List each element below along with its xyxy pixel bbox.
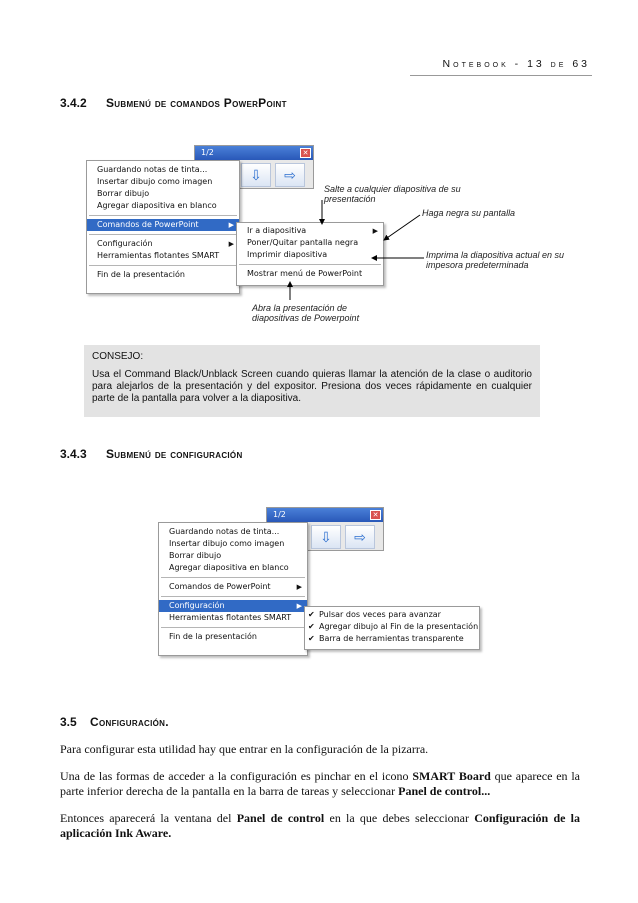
- section-number: 3.4.3: [60, 447, 87, 461]
- tip-body: Usa el Command Black/Unblack Screen cuando quieras llamar la atención de la clase o auditorio para alejarlos de la presentación y del expositor. Presiona dos veces rápidamente en cualquier parte de la pantalla para volver a la diapositiva.: [92, 369, 532, 404]
- menu-separator: [161, 627, 305, 628]
- tip-title: CONSEJO:: [92, 351, 144, 362]
- menu-item-erase-drawing[interactable]: Borrar dibujo: [169, 551, 222, 560]
- paragraph-3: [60, 811, 580, 841]
- section-title: Submenú de configuración: [106, 447, 243, 461]
- check-icon: ✔: [308, 610, 315, 619]
- menu-item-save-ink[interactable]: Guardando notas de tinta...: [97, 165, 208, 174]
- paragraph-1: Para configurar esta utilidad hay que entrar en la configuración de la pizarra.: [60, 742, 429, 756]
- page-header: Notebook - 13 de 63: [442, 58, 590, 70]
- toolbar-title: 1/2: [267, 508, 383, 522]
- menu-item-label: Agregar dibujo al Fin de la presentación: [319, 622, 479, 631]
- section-number: 3.5: [60, 715, 77, 729]
- note-black: Haga negra su pantalla: [422, 208, 516, 218]
- control-panel-term: Panel de control: [236, 811, 325, 825]
- next-arrow-icon[interactable]: ⇨: [345, 525, 375, 549]
- menu-item-add-blank-slide[interactable]: Agregar diapositiva en blanco: [169, 563, 289, 572]
- menu-item-add-blank-slide[interactable]: Agregar diapositiva en blanco: [97, 201, 217, 210]
- paragraph-text: que aparece en la parte inferior derecha de la pantalla en la barra de tareas y seleccionar: [60, 769, 580, 798]
- close-icon[interactable]: ✕: [300, 148, 311, 158]
- submenu-item-black-screen[interactable]: Poner/Quitar pantalla negra: [247, 238, 359, 247]
- note-goto: Salte a cualquier diapositiva de su presentación: [324, 184, 461, 204]
- submenu-item-transparent-toolbar[interactable]: [305, 633, 479, 645]
- toolbar-title: 1/2: [195, 146, 313, 160]
- tip-box: [84, 345, 540, 417]
- submenu-arrow-icon: ▶: [228, 221, 234, 229]
- submenu-item-show-menu[interactable]: Mostrar menú de PowerPoint: [247, 269, 363, 278]
- slide-down-icon[interactable]: ⇩: [311, 525, 341, 549]
- menu-item-label: Barra de herramientas transparente: [319, 634, 464, 643]
- smart-board-term: SMART Board: [412, 769, 491, 783]
- paragraph-text: Entonces aparecerá la ventana del: [60, 811, 237, 825]
- menu-item-save-ink[interactable]: Guardando notas de tinta...: [169, 527, 280, 536]
- menu-item-powerpoint-commands[interactable]: [159, 581, 307, 593]
- section-number: 3.4.2: [60, 96, 87, 110]
- paragraph-text: Una de las formas de acceder a la configuración es pinchar en el icono: [60, 769, 413, 783]
- close-icon[interactable]: ✕: [370, 510, 381, 520]
- control-panel-term: Panel de control...: [398, 784, 491, 798]
- section-title: Submenú de comandos PowerPoint: [106, 96, 287, 110]
- menu-item-floating-tools[interactable]: Herramientas flotantes SMART: [169, 613, 292, 622]
- check-icon: ✔: [308, 634, 315, 643]
- section-343-heading: [60, 447, 243, 461]
- check-icon: ✔: [308, 622, 315, 631]
- submenu-item-double-tap[interactable]: [305, 609, 479, 621]
- menu-item-insert-drawing[interactable]: Insertar dibujo como imagen: [169, 539, 285, 548]
- slide-down-icon[interactable]: ⇩: [241, 163, 271, 187]
- submenu-item-print-slide[interactable]: Imprimir diapositiva: [247, 250, 328, 259]
- submenu-item-add-drawing[interactable]: [305, 621, 479, 633]
- menu-item-end-presentation[interactable]: Fin de la presentación: [97, 270, 185, 279]
- ink-aware-term: Configuración de la aplicación Ink Aware.: [60, 811, 581, 840]
- context-menu: [158, 522, 308, 656]
- section-title: Configuración.: [90, 715, 169, 729]
- menu-item-floating-tools[interactable]: Herramientas flotantes SMART: [97, 251, 220, 260]
- section-35-heading: [60, 715, 169, 729]
- paragraph-text: en la que debes seleccionar: [324, 811, 475, 825]
- menu-item-insert-drawing[interactable]: Insertar dibujo como imagen: [97, 177, 213, 186]
- menu-item-label: Comandos de PowerPoint: [97, 220, 199, 229]
- menu-item-label: Configuración: [169, 601, 225, 610]
- arrow-black: [384, 215, 420, 240]
- submenu-arrow-icon: ▶: [372, 227, 378, 235]
- menu-separator: [161, 577, 305, 578]
- paragraph-2: [60, 769, 580, 799]
- submenu-arrow-icon: ▶: [296, 583, 302, 591]
- note-print: Imprima la diapositiva actual en su impesora predeterminada: [426, 250, 565, 270]
- menu-item-end-presentation[interactable]: Fin de la presentación: [169, 632, 257, 641]
- menu-item-erase-drawing[interactable]: Borrar dibujo: [97, 189, 150, 198]
- menu-separator: [161, 596, 305, 597]
- menu-item-label: Ir a diapositiva: [247, 226, 307, 235]
- next-arrow-icon[interactable]: ⇨: [275, 163, 305, 187]
- menu-item-settings[interactable]: [159, 600, 307, 612]
- menu-item-label: Comandos de PowerPoint: [169, 582, 271, 591]
- settings-submenu: [304, 606, 480, 650]
- menu-item-label: Configuración: [97, 239, 153, 248]
- submenu-arrow-icon: ▶: [228, 240, 234, 248]
- submenu-arrow-icon: ▶: [296, 602, 302, 610]
- note-show: Abra la presentación de diapositivas de Powerpoint: [252, 303, 360, 323]
- menu-item-label: Pulsar dos veces para avanzar: [319, 610, 441, 619]
